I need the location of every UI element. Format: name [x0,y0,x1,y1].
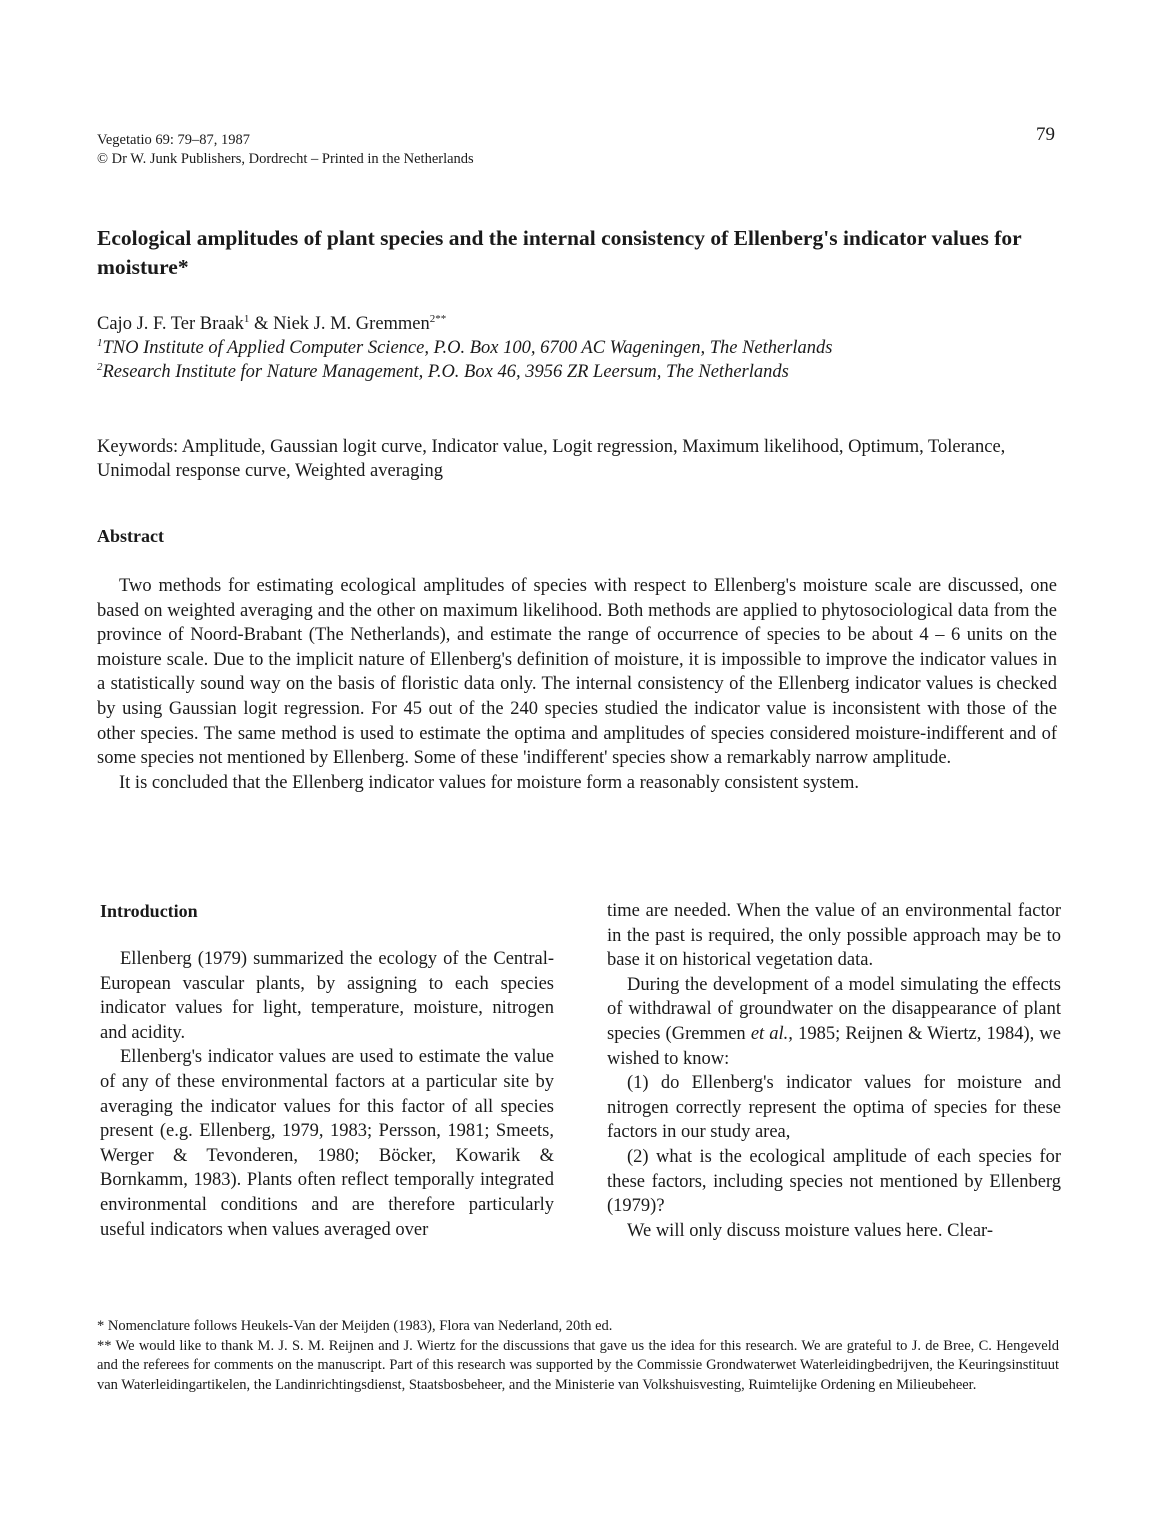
author-name: Niek J. M. Gremmen [273,314,430,334]
footnote: * Nomenclature follows Heukels-Van der Meijden (1983), Flora van Nederland, 20th ed. [97,1318,613,1334]
body-paragraph: (2) what is the ecological amplitude of each species for these factors, including species not mentioned by Ellenberg (1979)? [607,1146,1061,1217]
body-paragraph [607,973,1061,1071]
text-run: 1985; Reijnen & Wiertz, 1984), we wished to know: [607,1023,1061,1069]
left-column [100,899,554,1242]
body-paragraph: We will only discuss moisture values here. Clear- [627,1220,993,1241]
italic-text: et al., [750,1023,793,1044]
abstract-heading: Abstract [97,526,164,546]
body-paragraph: (1) do Ellenberg's indicator values for moisture and nitrogen correctly represent the optima of species for these factors in our study area, [607,1073,1061,1143]
author-name: Cajo J. F. Ter Braak [97,314,244,334]
author-affil-mark: 1 [243,312,250,325]
journal-header [97,131,474,169]
publisher-line: © Dr W. Junk Publishers, Dordrecht – Printed in the Netherlands [97,151,474,167]
footnotes [97,1317,1059,1395]
abstract-paragraph: It is concluded that the Ellenberg indicator values for moisture form a reasonably consistent system. [119,772,859,793]
affiliation-text: Research Institute for Nature Management, P.O. Box 46, 3956 ZR Leersum, The Netherlands [102,362,789,382]
body-paragraph: Ellenberg (1979) summarized the ecology of the Central-European vascular plants, by assigning to each species indicator values for light, temperature, moisture, nitrogen and acidity. [100,949,554,1043]
body-paragraph: time are needed. When the value of an environmental factor in the past is required, the only possible approach may be to base it on historical vegetation data. [607,901,1061,971]
author-block [97,312,833,384]
introduction-heading: Introduction [100,901,198,921]
keywords: Keywords: Amplitude, Gaussian logit curve, Indicator value, Logit regression, Maximum likelihood, Optimum, Tolerance, Unimodal response curve, Weighted averaging [97,437,1006,481]
affil-mark: 1 [97,336,103,349]
right-column [607,899,1061,1243]
author-affil-mark: 2** [429,312,447,325]
article-title: Ecological amplitudes of plant species and the internal consistency of Ellenberg's indicator values for moisture* [97,226,1022,279]
page-number: 79 [1036,124,1055,145]
abstract-body [97,574,1057,795]
affiliation-1 [97,336,833,360]
author-separator: & [249,314,274,334]
affiliation-text: TNO Institute of Applied Computer Science, P.O. Box 100, 6700 AC Wageningen, The Netherlands [102,338,833,358]
affil-mark: 2 [97,360,103,373]
body-paragraph: Ellenberg's indicator values are used to estimate the value of any of these environmental factors at a particular site by averaging the indicator values for this factor of all species present (e.g. Ellenberg, 1979, 1983; Persson, 1981; Smeets, Werger & Tevonderen, 1980; Böcker, Kowarik & Bornkamm, 1983). Plants often reflect temporally integrated environmental conditions and are therefore particularly useful indicators when values averaged over [100,1047,554,1240]
affiliation-2 [97,360,833,384]
footnote: ** We would like to thank M. J. S. M. Reijnen and J. Wiertz for the discussions that gave us the idea for this research. We are grateful to J. de Bree, C. Hengeveld and the referees for comments on the manuscript. Part of this research was supported by the Commissie Grondwaterwet Waterleidingbedrijven, the Keuringsinstituut van Waterleidingartikelen, the Landinrichtingsdienst, Staatsbosbeheer, and the Ministerie van Volkshuisvesting, Ruimtelijke Ordening en Milieubeheer. [97,1337,1059,1393]
abstract-paragraph: Two methods for estimating ecological amplitudes of species with respect to Ellenberg's moisture scale are discussed, one based on weighted averaging and the other on maximum likelihood. Both methods are applied to phytosociological data from the province of Noord-Brabant (The Netherlands), and estimate the range of occurrence of species to be about 4 – 6 units on the moisture scale. Due to the implicit nature of Ellenberg's definition of moisture, it is impossible to improve the indicator values in a statistically sound way on the basis of floristic data only. The internal consistency of the Ellenberg indicator values is checked by using Gaussian logit regression. For 45 out of the 240 species studied the indicator value is inconsistent with those of the other species. The same method is used to estimate the optima and amplitudes of species considered moisture-indifferent and of some species not mentioned by Ellenberg. Some of these 'indifferent' species show a remarkably narrow amplitude. [97,576,1057,769]
text-run: During the development of a model simulating the effects of withdrawal of groundwater on the disappearance of plant species (Gremmen [607,974,1061,1044]
author-line [97,312,833,336]
journal-citation: Vegetatio 69: 79–87, 1987 [97,132,251,148]
